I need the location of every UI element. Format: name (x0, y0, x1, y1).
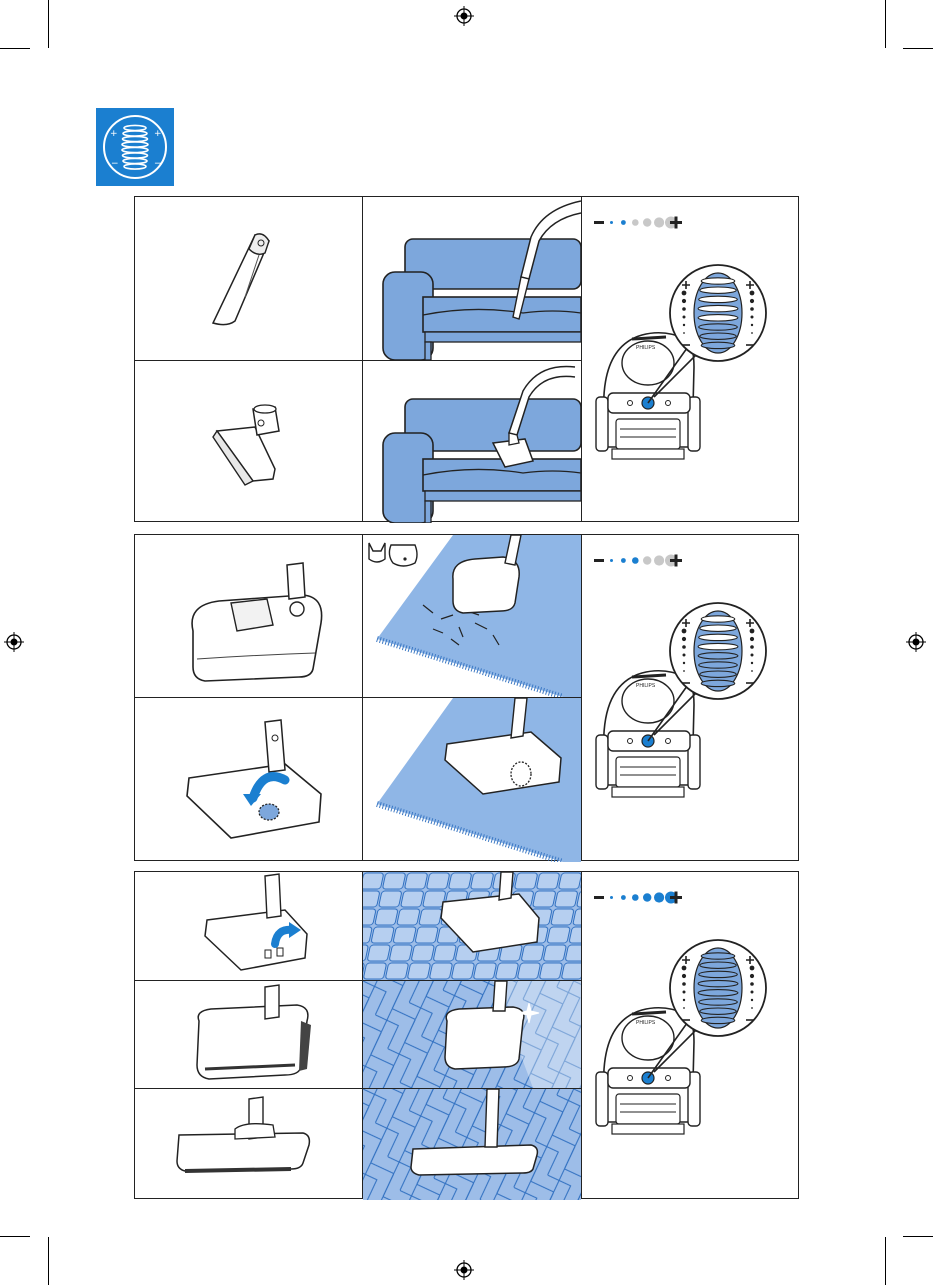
power-dot (632, 219, 639, 226)
svg-text:+: + (110, 129, 118, 139)
minus-sign (594, 896, 604, 899)
registration-mark-icon (4, 632, 24, 652)
tile-floor-scene-icon (363, 872, 581, 980)
crop-mark (48, 0, 49, 48)
vacuum-cleaner-dial-icon (582, 872, 800, 1200)
power-dot (621, 895, 626, 900)
power-dot (610, 221, 613, 224)
power-dot (643, 556, 651, 564)
crop-mark (903, 48, 933, 49)
power-indicator-2 (582, 535, 800, 861)
parquet-nozzle-icon (135, 981, 362, 1088)
power-indicator-1 (582, 197, 800, 523)
multi-floor-nozzle-hard-icon (135, 872, 362, 980)
vacuum-cleaner-dial-icon (582, 197, 800, 523)
power-dot (654, 892, 664, 902)
svg-text:−: − (111, 159, 119, 169)
brand-label: PHILIPS (636, 345, 656, 351)
power-dot (643, 893, 651, 901)
power-dot (643, 218, 651, 226)
power-dot (621, 558, 626, 563)
parquet-floor-scene-icon (363, 1089, 581, 1200)
crop-mark (0, 48, 30, 49)
minus-sign (594, 221, 604, 224)
power-dot (654, 217, 664, 227)
vacuum-cleaner-dial-icon (582, 535, 800, 862)
crop-mark (0, 1236, 30, 1237)
turbo-brush-icon (135, 535, 362, 697)
section-upholstery (134, 196, 799, 522)
sofa-upholstery-scene-icon (363, 361, 581, 523)
power-dot (610, 559, 613, 562)
multi-floor-nozzle-carpet-icon (135, 698, 362, 862)
registration-mark-icon (906, 632, 926, 652)
registration-mark-icon (454, 6, 474, 26)
suction-power-dial-icon (96, 108, 174, 186)
crevice-tool-icon (135, 197, 362, 360)
cat-icon (369, 543, 385, 562)
power-dot (632, 894, 639, 901)
registration-mark-icon (454, 1260, 474, 1280)
brand-label: PHILIPS (636, 1020, 656, 1026)
crop-mark (903, 1236, 933, 1237)
hard-floor-nozzle-icon (135, 1089, 362, 1200)
power-dot (632, 557, 639, 564)
minus-sign (594, 559, 604, 562)
svg-text:−: − (154, 159, 162, 169)
small-nozzle-icon (135, 361, 362, 523)
section-carpet (134, 534, 799, 861)
power-dot (621, 220, 626, 225)
crop-mark (48, 1237, 49, 1285)
carpet-pet-hair-scene-icon (363, 535, 581, 697)
svg-text:+: + (154, 129, 162, 139)
crop-mark (885, 1237, 886, 1285)
parquet-shine-scene-icon (363, 981, 581, 1088)
power-dot (654, 555, 664, 565)
power-indicator-3 (582, 872, 800, 1198)
brand-label: PHILIPS (636, 683, 656, 689)
sofa-crevice-scene-icon (363, 197, 581, 360)
power-dot (610, 896, 613, 899)
crop-mark (885, 0, 886, 48)
dog-icon (389, 545, 417, 566)
section-hard-floor (134, 871, 799, 1199)
carpet-scene-icon (363, 698, 581, 862)
